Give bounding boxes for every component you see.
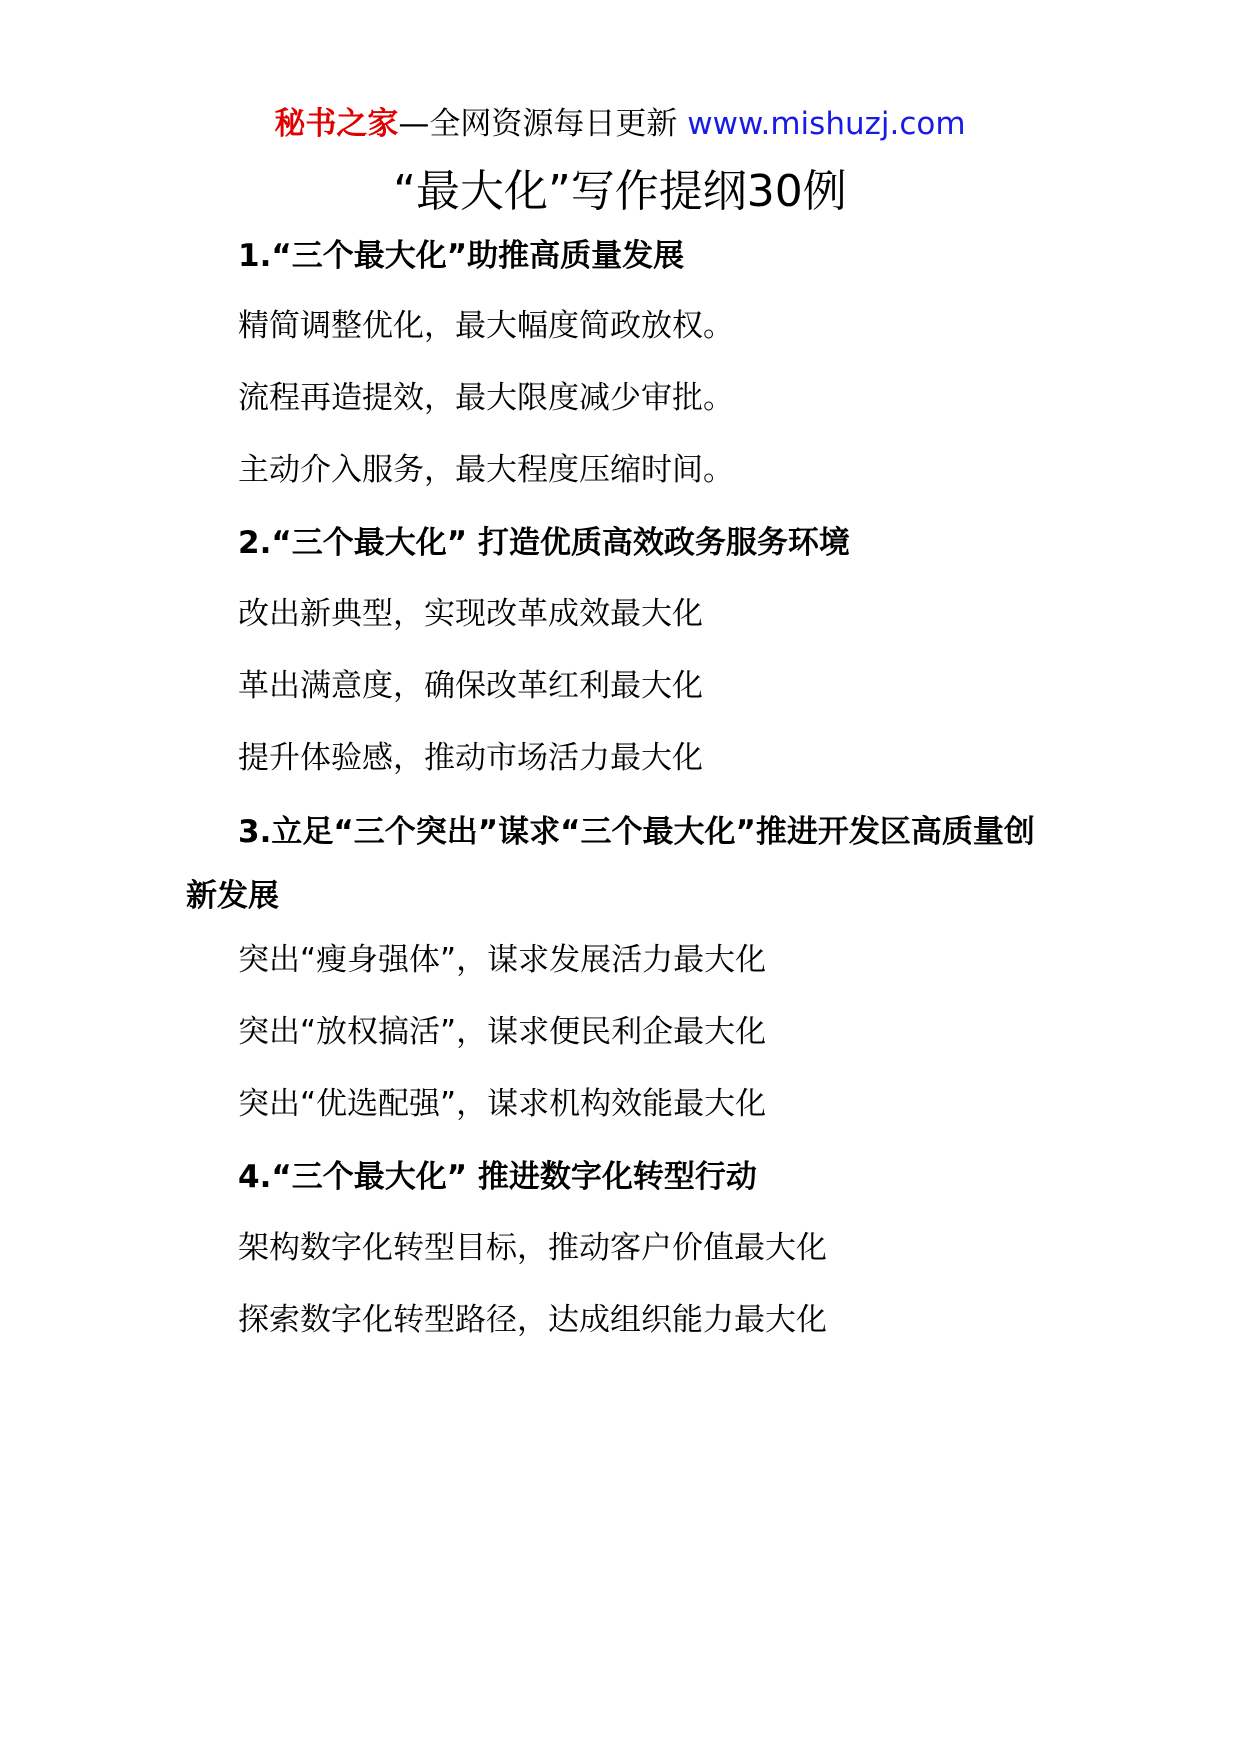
section-item: 突出“瘦身强体”，谋求发展活力最大化 [238, 942, 767, 978]
section-item: 突出“放权搞活”，谋求便民利企最大化 [238, 1014, 767, 1050]
section-item: 精简调整优化，最大幅度简政放权。 [238, 308, 734, 344]
section-heading: 4.“三个最大化” 推进数字化转型行动 [238, 1159, 757, 1195]
section-heading: 1.“三个最大化”助推高质量发展 [238, 238, 685, 274]
section-item: 架构数字化转型目标，推动客户价值最大化 [238, 1230, 827, 1266]
brand-name: 秘书之家 [274, 106, 399, 142]
section-item: 提升体验感，推动市场活力最大化 [238, 740, 703, 776]
section-heading: 2.“三个最大化” 打造优质高效政务服务环境 [238, 525, 850, 561]
section-heading: 3.立足“三个突出”谋求“三个最大化”推进开发区高质量创新发展 [186, 814, 1035, 914]
section-item: 改出新典型，实现改革成效最大化 [238, 596, 703, 632]
section-item: 流程再造提效，最大限度减少审批。 [238, 380, 734, 416]
section-item: 突出“优选配强”，谋求机构效能最大化 [238, 1086, 767, 1122]
site-banner [0, 100, 1240, 148]
site-url-link[interactable]: www.mishuzj.com [687, 106, 966, 142]
document-title: “最大化”写作提纲30例 [393, 166, 847, 217]
section-item: 主动介入服务，最大程度压缩时间。 [238, 452, 734, 488]
section-item: 革出满意度，确保改革红利最大化 [238, 668, 703, 704]
banner-tagline: —全网资源每日更新 [398, 106, 678, 142]
section-item: 探索数字化转型路径，达成组织能力最大化 [238, 1302, 827, 1338]
